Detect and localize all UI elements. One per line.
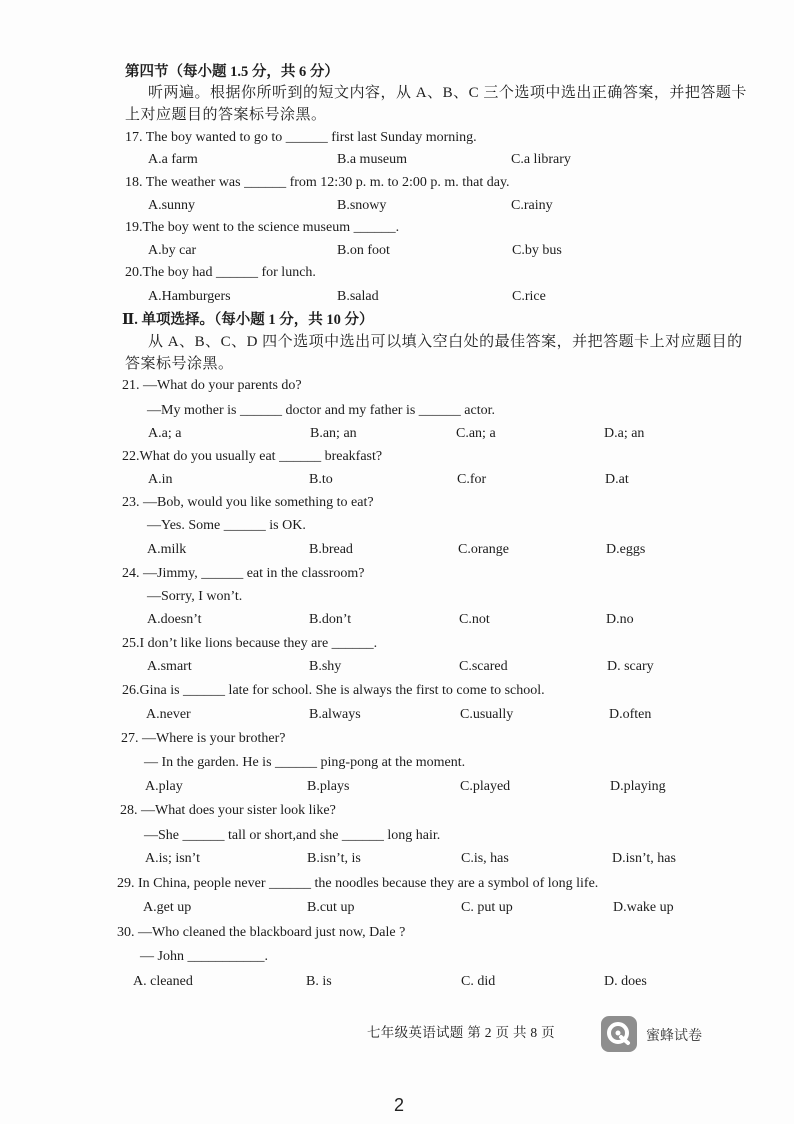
option-c: C.rice xyxy=(512,289,546,304)
option-a: A.milk xyxy=(147,542,187,557)
option-d: D.isn’t, has xyxy=(612,851,676,866)
option-b: B.to xyxy=(309,472,333,487)
option-c: C.played xyxy=(460,779,511,794)
option-c: C.is, has xyxy=(461,851,509,866)
question-stem-line2: — In the garden. He is ______ ping-pong at the moment. xyxy=(144,755,466,770)
option-d: D.often xyxy=(609,707,652,722)
option-b: B. is xyxy=(306,974,332,989)
option-b: B.isn’t, is xyxy=(307,851,361,866)
option-a: A.never xyxy=(146,707,191,722)
option-d: D. does xyxy=(604,974,647,989)
question-stem: 24. —Jimmy, ______ eat in the classroom? xyxy=(122,566,365,581)
option-a: A.a; a xyxy=(148,426,182,441)
option-a: A.a farm xyxy=(148,152,198,167)
footer-page-info: 七年级英语试题 第 2 页 共 8 页 xyxy=(367,1025,555,1040)
question-stem: 19.The boy went to the science museum ______. xyxy=(125,220,400,235)
question-stem: 23. —Bob, would you like something to eat? xyxy=(122,495,374,510)
option-c: C.orange xyxy=(458,542,509,557)
option-b: B.don’t xyxy=(309,612,352,627)
option-a: A.by car xyxy=(148,243,197,258)
option-a: A.is; isn’t xyxy=(145,851,200,866)
question-stem: 28. —What does your sister look like? xyxy=(120,803,336,818)
part-heading: Ⅱ. 单项选择。（每小题 1 分，共 10 分） xyxy=(122,312,374,328)
option-a: A.play xyxy=(145,779,183,794)
section-instruction: 听两遍。根据你所听到的短文内容，从 A、B、C 三个选项中选出正确答案，并把答题卡 xyxy=(148,85,747,101)
option-b: B.always xyxy=(309,707,361,722)
option-d: D.a; an xyxy=(604,426,645,441)
question-stem-line2: —Yes. Some ______ is OK. xyxy=(147,518,306,533)
question-stem: 29. In China, people never ______ the noodles because they are a symbol of long life. xyxy=(117,876,599,891)
option-a: A.Hamburgers xyxy=(148,289,231,304)
section-heading: 第四节（每小题 1.5 分，共 6 分） xyxy=(125,64,339,80)
option-a: A.smart xyxy=(147,659,192,674)
question-stem: 17. The boy wanted to go to ______ first last Sunday morning. xyxy=(125,130,477,145)
option-b: B.salad xyxy=(337,289,379,304)
question-stem: 25.I don’t like lions because they are ______. xyxy=(122,636,378,651)
brand-logo-icon xyxy=(601,1016,637,1052)
option-c: C.rainy xyxy=(511,198,553,213)
question-stem-line2: — John ___________. xyxy=(140,949,268,964)
option-d: D.wake up xyxy=(613,900,674,915)
option-b: B.cut up xyxy=(307,900,355,915)
question-stem-line2: —She ______ tall or short,and she ______ long hair. xyxy=(144,828,441,843)
question-stem-line2: —Sorry, I won’t. xyxy=(147,589,243,604)
option-c: C.usually xyxy=(460,707,514,722)
option-c: C.not xyxy=(459,612,490,627)
question-stem: 20.The boy had ______ for lunch. xyxy=(125,265,316,280)
question-stem: 26.Gina is ______ late for school. She is always the first to come to school. xyxy=(122,683,545,698)
option-d: D.playing xyxy=(610,779,666,794)
option-b: B.bread xyxy=(309,542,353,557)
option-d: D. scary xyxy=(607,659,654,674)
option-b: B.on foot xyxy=(337,243,390,258)
option-a: A.in xyxy=(148,472,173,487)
question-stem-line2: —My mother is ______ doctor and my father is ______ actor. xyxy=(147,403,495,418)
section-instruction: 上对应题目的答案标号涂黑。 xyxy=(125,107,327,123)
option-a: A. cleaned xyxy=(133,974,193,989)
question-stem: 30. —Who cleaned the blackboard just now, Dale ? xyxy=(117,925,406,940)
option-c: C.for xyxy=(457,472,487,487)
option-b: B.shy xyxy=(309,659,342,674)
page-number: 2 xyxy=(394,1095,405,1115)
option-a: A.doesn’t xyxy=(147,612,202,627)
question-stem: 21. —What do your parents do? xyxy=(122,378,302,393)
question-stem: 27. —Where is your brother? xyxy=(121,731,286,746)
option-b: B.a museum xyxy=(337,152,407,167)
option-c: C. did xyxy=(461,974,496,989)
option-c: C. put up xyxy=(461,900,513,915)
option-c: C.scared xyxy=(459,659,508,674)
part-instruction: 从 A、B、C、D 四个选项中选出可以填入空白处的最佳答案，并把答题卡上对应题目的 xyxy=(148,334,743,350)
part-instruction: 答案标号涂黑。 xyxy=(125,356,234,372)
question-stem: 18. The weather was ______ from 12:30 p. m. to 2:00 p. m. that day. xyxy=(125,175,510,190)
option-d: D.eggs xyxy=(606,542,646,557)
option-d: D.at xyxy=(605,472,629,487)
option-c: C.by bus xyxy=(512,243,562,258)
option-b: B.an; an xyxy=(310,426,357,441)
option-a: A.sunny xyxy=(148,198,196,213)
option-b: B.snowy xyxy=(337,198,387,213)
option-c: C.a library xyxy=(511,152,571,167)
brand-name: 蜜蜂试卷 xyxy=(646,1028,702,1044)
option-c: C.an; a xyxy=(456,426,496,441)
question-stem: 22.What do you usually eat ______ breakfast? xyxy=(122,449,383,464)
option-b: B.plays xyxy=(307,779,350,794)
option-d: D.no xyxy=(606,612,634,627)
option-a: A.get up xyxy=(143,900,192,915)
